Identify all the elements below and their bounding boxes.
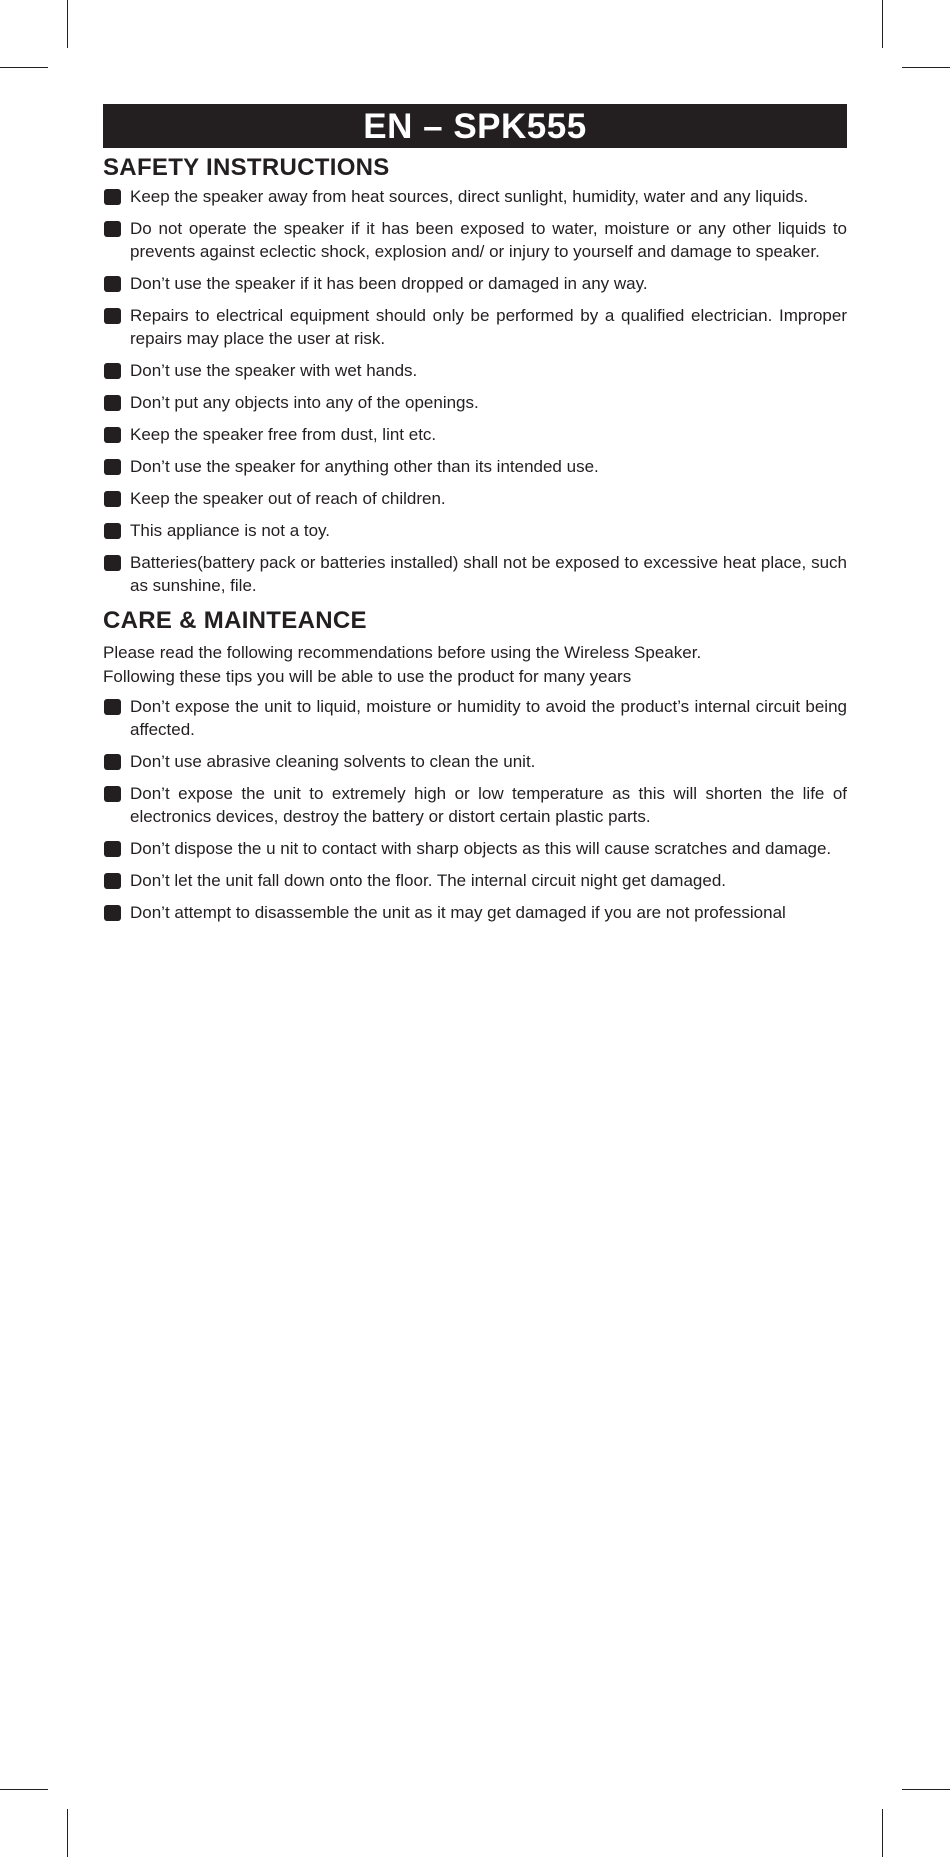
bullet-square-icon [104, 841, 121, 857]
bullet-square-icon [104, 459, 121, 475]
crop-mark-bottom-right-vertical [882, 1809, 883, 1857]
bullet-square-icon [104, 754, 121, 770]
safety-item [103, 487, 847, 510]
care-intro-line: Following these tips you will be able to use the product for many years [103, 667, 632, 686]
crop-mark-bottom-left-horizontal [0, 1789, 48, 1790]
safety-item [103, 551, 847, 597]
care-item [103, 869, 847, 892]
safety-item [103, 217, 847, 263]
bullet-square-icon [104, 555, 121, 571]
safety-item [103, 359, 847, 382]
safety-item-text: Don’t use the speaker for anything other than its intended use. [130, 457, 599, 476]
care-item-text: Don’t dispose the u nit to contact with sharp objects as this will cause scratches and damage. [130, 839, 832, 858]
bullet-square-icon [104, 523, 121, 539]
care-item-text: Don’t expose the unit to extremely high or low temperature as this will shorten the life of electronics devices, destroy the battery or distort certain plastic parts. [130, 784, 847, 826]
crop-mark-top-left-horizontal [0, 67, 48, 68]
bullet-square-icon [104, 221, 121, 237]
care-item-text: Don’t expose the unit to liquid, moisture or humidity to avoid the product’s internal circuit being affected. [130, 697, 847, 739]
bullet-square-icon [104, 786, 121, 802]
safety-item [103, 423, 847, 446]
care-list [103, 695, 847, 924]
crop-mark-bottom-left-vertical [67, 1809, 68, 1857]
care-item [103, 837, 847, 860]
bullet-square-icon [104, 308, 121, 324]
safety-item [103, 304, 847, 350]
manual-page [103, 104, 847, 933]
bullet-square-icon [104, 699, 121, 715]
crop-mark-bottom-right-horizontal [902, 1789, 950, 1790]
safety-item [103, 272, 847, 295]
safety-item-text: Don’t use the speaker if it has been dropped or damaged in any way. [130, 274, 648, 293]
bullet-square-icon [104, 189, 121, 205]
care-item [103, 695, 847, 741]
crop-mark-top-left-vertical [67, 0, 68, 48]
bullet-square-icon [104, 873, 121, 889]
bullet-square-icon [104, 427, 121, 443]
care-intro-line: Please read the following recommendations before using the Wireless Speaker. [103, 643, 702, 662]
safety-item [103, 455, 847, 478]
safety-heading: SAFETY INSTRUCTIONS [103, 154, 390, 181]
safety-item-text: Do not operate the speaker if it has been exposed to water, moisture or any other liquids to prevents against eclectic shock, explosion and/ or injury to yourself and damage to speaker. [130, 219, 847, 261]
care-item [103, 782, 847, 828]
bullet-square-icon [104, 276, 121, 292]
safety-item-text: Keep the speaker free from dust, lint etc. [130, 425, 437, 444]
bullet-square-icon [104, 363, 121, 379]
safety-item [103, 391, 847, 414]
safety-item-text: Repairs to electrical equipment should only be performed by a qualified electrician. Improper repairs may place the user at risk. [130, 306, 847, 348]
bullet-square-icon [104, 395, 121, 411]
care-item [103, 750, 847, 773]
care-intro [103, 641, 847, 689]
safety-item-text: This appliance is not a toy. [130, 521, 331, 540]
bullet-square-icon [104, 491, 121, 507]
bullet-square-icon [104, 905, 121, 921]
safety-item-text: Keep the speaker away from heat sources, direct sunlight, humidity, water and any liquids. [130, 187, 809, 206]
care-item [103, 901, 847, 924]
document-title: EN – SPK555 [103, 104, 847, 148]
care-item-text: Don’t use abrasive cleaning solvents to clean the unit. [130, 752, 536, 771]
care-item-text: Don’t attempt to disassemble the unit as it may get damaged if you are not professional [130, 903, 786, 922]
safety-item-text: Don’t put any objects into any of the openings. [130, 393, 479, 412]
safety-item-text: Keep the speaker out of reach of children. [130, 489, 446, 508]
crop-mark-top-right-horizontal [902, 67, 950, 68]
safety-item [103, 519, 847, 542]
safety-list [103, 185, 847, 597]
care-heading: CARE & MAINTEANCE [103, 607, 367, 634]
crop-mark-top-right-vertical [882, 0, 883, 48]
safety-item-text: Don’t use the speaker with wet hands. [130, 361, 418, 380]
care-item-text: Don’t let the unit fall down onto the floor. The internal circuit night get damaged. [130, 871, 726, 890]
safety-item-text: Batteries(battery pack or batteries installed) shall not be exposed to excessive heat place, such as sunshine, file. [130, 553, 847, 595]
safety-item [103, 185, 847, 208]
